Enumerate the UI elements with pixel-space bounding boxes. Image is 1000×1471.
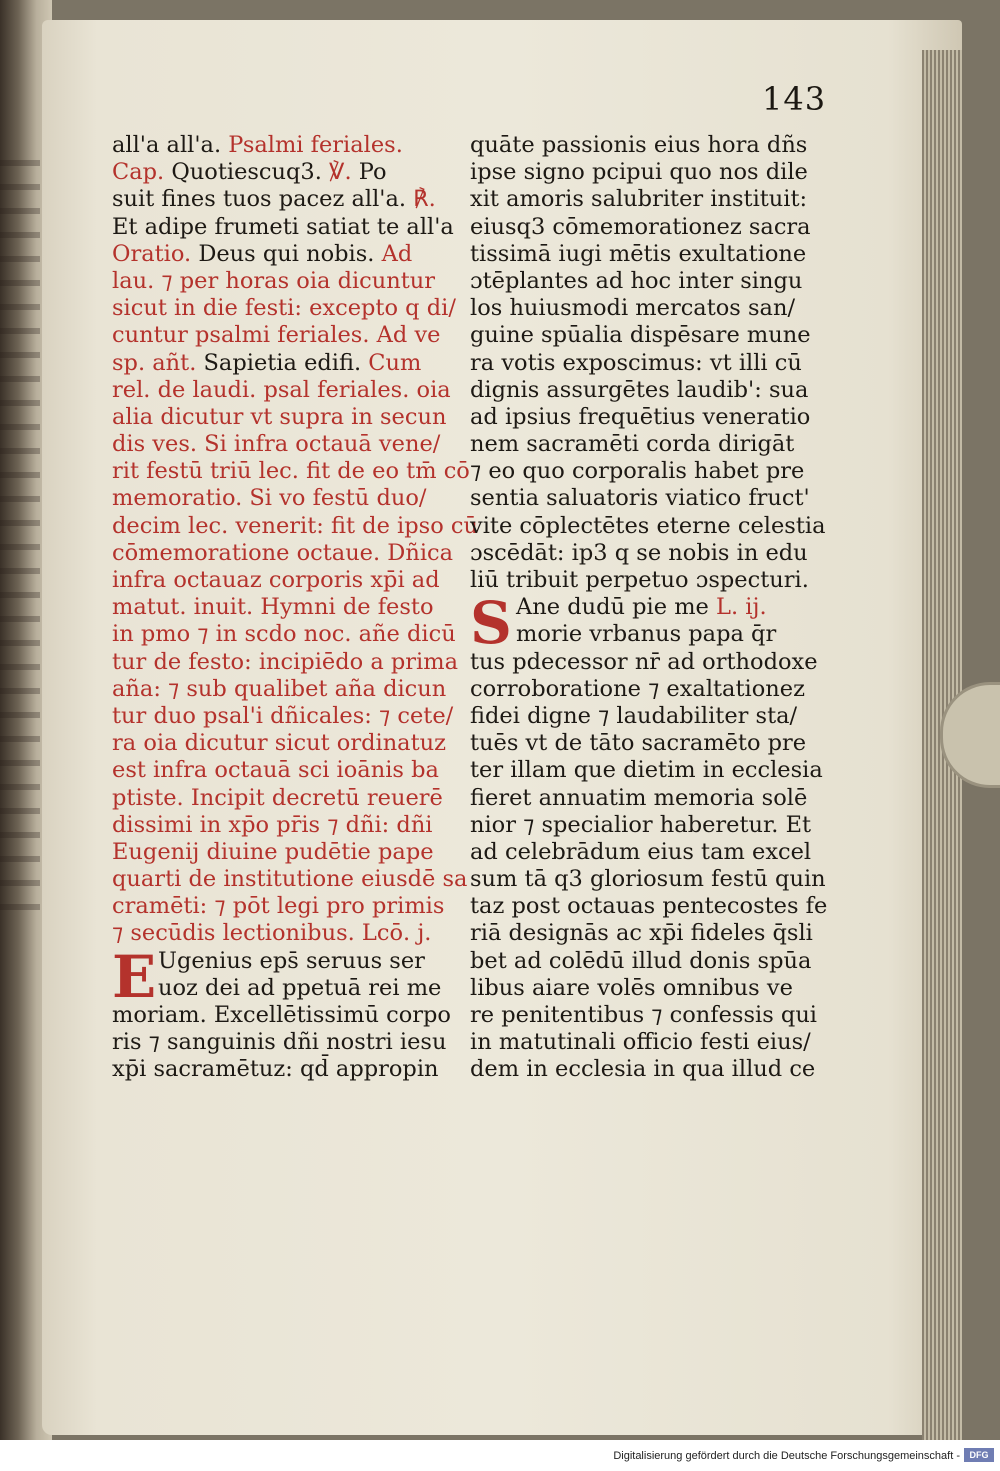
rubric-text: alia dicutur vt supra in secun	[112, 403, 447, 430]
body-text: re penitentibus ⁊ confessis qui	[470, 1002, 818, 1028]
body-text: moriam. Excellētissimū corpo	[112, 1002, 451, 1028]
text-line	[470, 295, 830, 322]
text-line	[112, 350, 457, 377]
text-line	[470, 975, 830, 1002]
rubric-text: rit festū triū lec. fit de eo tm̄ cō	[112, 458, 470, 485]
text-line	[470, 540, 830, 567]
body-text: nior ⁊ specialior haberetur. Et	[470, 811, 812, 838]
text-line	[470, 1029, 830, 1056]
text-line	[112, 132, 457, 159]
text-line	[112, 404, 457, 431]
dfg-logo: DFG	[964, 1448, 994, 1462]
text-line	[112, 295, 457, 322]
body-text: in matutinali officio festi eius/	[470, 1029, 811, 1056]
text-line	[470, 812, 830, 839]
body-text: fidei digne ⁊ laudabiliter sta/	[470, 702, 798, 729]
rubric-text: est infra octauā sci ioānis ba	[112, 757, 439, 784]
body-text: guine spūalia dispēsare mune	[470, 322, 811, 349]
text-line	[470, 948, 830, 975]
rubric-text: dis ves. Si infra octauā vene/	[112, 431, 441, 458]
body-text: ipse signo pcipui quo nos dile	[470, 159, 808, 186]
body-text: Po	[358, 159, 387, 186]
rubric-text: cuntur psalmi feriales. Ad ve	[112, 322, 441, 349]
rubric-text: Eugenij diuine pudētie pape	[112, 838, 434, 865]
text-line	[112, 512, 478, 540]
body-text: all'a all'a.	[112, 132, 229, 158]
left-tail-block	[112, 1002, 457, 1084]
text-line	[112, 1002, 457, 1029]
text-line	[112, 567, 457, 594]
text-line	[112, 785, 457, 812]
rubric-text: tur de festo: incipiēdo a prima	[112, 648, 458, 675]
rubric-text: ℟.	[413, 186, 436, 213]
body-text: Quotiescuq3.	[171, 159, 330, 186]
rubric-text: aña: ⁊ sub qualibet aña dicun	[112, 675, 447, 702]
text-line	[516, 621, 830, 648]
body-text: ad celebrādum eius tam excel	[470, 838, 812, 865]
body-text: ris ⁊ sanguinis dñi nostri iesu	[112, 1029, 447, 1056]
text-line	[112, 812, 457, 839]
text-line	[470, 322, 830, 349]
text-line	[470, 839, 830, 866]
body-text: uoz dei ad ppetuā rei me	[158, 974, 442, 1001]
rubric-text: in pmo ⁊ in scdo noc. añe dicū	[112, 621, 456, 648]
body-text: tus pdecessor nr̄ ad orthodoxe	[470, 648, 818, 675]
text-line	[112, 1056, 457, 1083]
text-line	[112, 186, 457, 213]
left-text-column	[112, 132, 478, 1084]
text-line	[470, 350, 830, 377]
rubric-text: ptiste.	[112, 784, 191, 811]
rubric-text: Lcō. j.	[361, 920, 432, 947]
text-line	[112, 703, 457, 730]
rubric-text: tur duo psal'i dñicales: ⁊ cete/	[112, 702, 454, 729]
body-text: taz post octauas pentecostes fe	[470, 893, 828, 920]
text-line	[470, 513, 830, 540]
body-text: suit fines tuos pacez all'a.	[112, 186, 414, 213]
text-line	[112, 431, 457, 458]
footer-bar	[0, 1440, 1000, 1471]
text-line	[470, 920, 830, 947]
text-line	[470, 676, 830, 703]
rubric-text: lau. ⁊ per horas oia dicuntur	[112, 267, 436, 294]
text-line	[112, 594, 457, 621]
right-text-column	[470, 132, 830, 1084]
body-text: Ugenius eps̄ seruus ser	[158, 947, 425, 974]
body-text: xit amoris salubriter instituit:	[470, 186, 808, 213]
text-line	[112, 322, 457, 349]
text-line	[112, 621, 457, 648]
text-line	[112, 241, 457, 268]
rubric-text: sp. añt.	[112, 349, 204, 376]
body-text: riā designās ac xp̄i fideles q̄sli	[470, 920, 813, 947]
body-text: xp̄i sacramētuz: qd̄ appropin	[112, 1056, 439, 1083]
rubric-text: rel. de laudi. psal feriales. oia	[112, 376, 451, 403]
text-line	[470, 268, 830, 295]
rubric-text: ⁊ secūdis lectionibus.	[112, 920, 362, 947]
text-line	[470, 377, 830, 404]
text-line	[112, 730, 457, 757]
funding-credit: Digitalisierung gefördert durch die Deutsche Forschungsgemeinschaft -	[613, 1450, 960, 1462]
text-line	[470, 893, 830, 920]
left-initial-lines	[112, 942, 457, 1011]
body-text: tissimā iugi mētis exultatione	[470, 240, 807, 267]
text-line	[112, 866, 468, 893]
text-line	[470, 431, 830, 458]
body-text: Ane dudū pie me	[516, 594, 717, 621]
text-line	[112, 268, 457, 295]
text-line	[112, 649, 457, 676]
text-line	[112, 458, 470, 485]
text-line	[112, 214, 457, 241]
text-line	[158, 975, 457, 1002]
body-text: dem in ecclesia in qua illud ce	[470, 1056, 816, 1083]
rubric-text: infra octauaz corporis xp̄i ad	[112, 567, 440, 593]
text-line	[112, 893, 457, 920]
body-text: ad ipsius frequētius veneratio	[470, 403, 811, 430]
body-text: bet ad colēdū illud donis spūa	[470, 947, 812, 974]
text-line	[112, 1029, 457, 1056]
text-line	[112, 839, 457, 866]
text-line	[112, 540, 457, 567]
decorated-initial-E: E	[112, 942, 157, 1011]
body-text: ɔtēplantes ad hoc inter singu	[470, 267, 803, 294]
text-line	[470, 785, 830, 812]
text-line	[112, 377, 457, 404]
body-text: fieret annuatim memoria solē	[470, 784, 808, 811]
text-line	[112, 757, 457, 784]
text-line	[470, 214, 830, 241]
body-text: tuēs vt de tāto sacramēto pre	[470, 730, 807, 757]
text-line	[112, 676, 457, 703]
text-line	[470, 567, 830, 594]
left-page-bleed-text	[0, 160, 40, 920]
left-initial-block	[112, 942, 457, 1011]
rubric-text: cōmemoratione octaue. Dñica	[112, 539, 454, 566]
left-rubric-block	[112, 132, 478, 948]
text-line	[470, 730, 830, 757]
rubric-text: Ad	[381, 240, 413, 267]
text-line	[158, 948, 457, 975]
body-text: nem sacramēti corda dirigāt	[470, 431, 795, 458]
text-line	[112, 485, 457, 512]
text-line	[470, 458, 830, 485]
right-initial-block	[470, 589, 830, 658]
rubric-text: dissimi in xp̄o pr̄is ⁊ dñi: dñi	[112, 811, 433, 838]
text-line	[470, 404, 830, 431]
text-line	[112, 159, 457, 186]
text-line	[112, 920, 457, 947]
text-line	[470, 186, 830, 213]
text-line	[470, 866, 830, 893]
body-text: dignis assurgētes laudib': sua	[470, 376, 809, 403]
body-text: libus aiare volēs omnibus ve	[470, 974, 793, 1001]
text-line	[470, 703, 830, 730]
text-line	[470, 485, 830, 512]
body-text: ter illam que dietim in ecclesia	[470, 757, 823, 784]
body-text: Et adipe frumeti satiat te all'a	[112, 213, 454, 240]
page-number: 143	[762, 80, 827, 118]
rubric-text: Cum	[368, 349, 422, 376]
text-line	[516, 594, 830, 621]
body-text: Sapietia edifi.	[203, 349, 369, 376]
text-line	[470, 241, 830, 268]
body-text: eiusq3 cōmemorationez sacra	[470, 213, 811, 240]
right-tail-block	[470, 649, 830, 1084]
rubric-text: decim lec. venerit: fit de ipso cū	[112, 512, 478, 539]
rubric-text: ra oia dicutur sicut ordinatuz	[112, 730, 446, 757]
right-text-block	[470, 132, 830, 594]
text-line	[470, 1056, 830, 1083]
body-text: ⁊ eo quo corporalis habet pre	[470, 458, 805, 485]
body-text: morie vrbanus papa q̄r	[516, 621, 777, 648]
body-text: vite cōplectētes eterne celestia	[470, 512, 826, 539]
body-text: ra votis exposcimus: vt illi cū	[470, 349, 802, 376]
body-text: quāte passionis eius hora dñs	[470, 132, 808, 158]
rubric-text: Oratio.	[112, 240, 199, 267]
body-text: corroboratione ⁊ exaltationez	[470, 675, 805, 702]
rubric-text: cramēti: ⁊ pōt legi pro primis	[112, 893, 445, 920]
rubric-text: memoratio. Si vo festū duo/	[112, 485, 427, 512]
body-text: liū tribuit perpetuo ɔspecturi.	[470, 567, 809, 593]
body-text: Deus qui nobis.	[198, 240, 382, 267]
decorated-initial-S: S	[470, 589, 512, 658]
body-text: los huiusmodi mercatos san/	[470, 295, 796, 322]
body-text: sentia saluatoris viatico fruct'	[470, 485, 810, 512]
text-line	[470, 159, 830, 186]
text-line	[470, 132, 830, 159]
rubric-text: sicut in die festi: excepto q di/	[112, 295, 456, 322]
right-initial-lines	[470, 589, 830, 658]
text-line	[470, 649, 830, 676]
body-text: sum tā q3 gloriosum festū quin	[470, 866, 826, 893]
rubric-text: matut. inuit. Hymni de festo	[112, 594, 434, 621]
text-line	[470, 757, 830, 784]
rubric-text: Psalmi feriales.	[228, 132, 403, 158]
rubric-text: Cap.	[112, 159, 172, 186]
rubric-text: Incipit decretū reuerē	[190, 784, 443, 811]
rubric-text: ℣.	[329, 159, 359, 186]
rubric-text: quarti de institutione eiusdē sa	[112, 866, 468, 893]
body-text: ɔscēdāt: ip3 q se nobis in edu	[470, 539, 808, 566]
text-line	[470, 1002, 830, 1029]
rubric-text: L. ij.	[716, 594, 767, 621]
